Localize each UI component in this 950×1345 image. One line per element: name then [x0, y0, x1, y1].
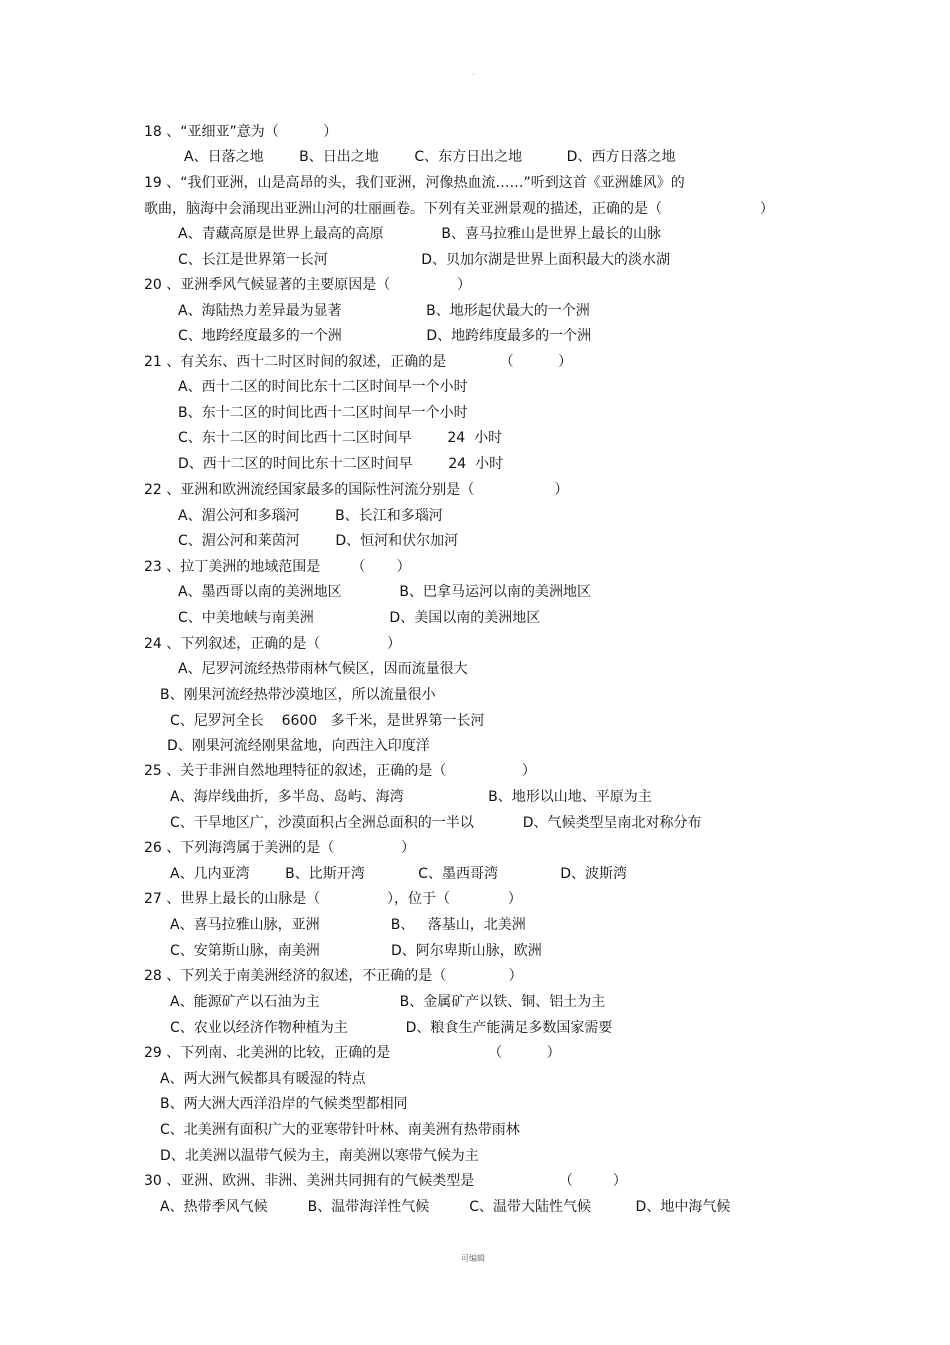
- text-line: A、喜马拉雅山脉，亚洲 B、 落基山，北美洲: [170, 917, 526, 933]
- text-line: 29 、下列南、北美洲的比较，正确的是 （ ）: [144, 1045, 561, 1061]
- text-line: A、日落之地 B、日出之地 C、东方日出之地 D、西方日落之地: [184, 149, 676, 165]
- text-line: 27 、世界上最长的山脉是（ ），位于（ ）: [144, 891, 522, 907]
- text-line: 19 、“我们亚洲，山是高昂的头，我们亚洲，河像热血流……”听到这首《亚洲雄风》的: [144, 175, 685, 191]
- text-line: 18 、“亚细亚”意为（ ）: [144, 124, 338, 140]
- text-line: C、长江是世界第一长河 D、贝加尔湖是世界上面积最大的淡水湖: [178, 252, 671, 268]
- text-line: A、海岸线曲折，多半岛、岛屿、海湾 B、地形以山地、平原为主: [170, 789, 652, 805]
- text-line: C、东十二区的时间比西十二区时间早 24 小时: [178, 430, 503, 446]
- text-line: 21 、有关东、西十二时区时间的叙述，正确的是 （ ）: [144, 354, 573, 370]
- text-line: 歌曲，脑海中会涌现出亚洲山河的壮丽画卷。下列有关亚洲景观的描述，正确的是（ ）: [144, 201, 774, 217]
- footer-label: 可编辑: [461, 1254, 485, 1263]
- text-line: A、湄公河和多瑙河 B、长江和多瑙河: [178, 508, 443, 524]
- text-line: A、热带季风气候 B、温带海洋性气候 C、温带大陆性气候 D、地中海气候: [160, 1199, 731, 1215]
- text-line: C、农业以经济作物种植为主 D、粮食生产能满足多数国家需要: [170, 1020, 613, 1036]
- text-line: D、北美洲以温带气候为主，南美洲以寒带气候为主: [160, 1148, 479, 1164]
- text-line: C、安第斯山脉，南美洲 D、阿尔卑斯山脉，欧洲: [170, 943, 542, 959]
- text-line: A、青藏高原是世界上最高的高原 B、喜马拉雅山是世界上最长的山脉: [178, 226, 662, 242]
- text-line: B、刚果河流经热带沙漠地区，所以流量很小: [160, 687, 436, 703]
- text-line: B、两大洲大西洋沿岸的气候类型都相同: [160, 1096, 408, 1112]
- text-line: C、尼罗河全长 6600 多千米，是世界第一长河: [170, 713, 485, 729]
- text-line: D、西十二区的时间比东十二区时间早 24 小时: [178, 456, 504, 472]
- text-line: 28 、下列关于南美洲经济的叙述，不正确的是（ ）: [144, 968, 523, 984]
- text-line: 30 、亚洲、欧洲、非洲、美洲共同拥有的气候类型是 （ ）: [144, 1173, 627, 1189]
- text-line: 23 、拉丁美洲的地域范围是 （ ）: [144, 559, 411, 575]
- text-line: 24 、下列叙述，正确的是（ ）: [144, 636, 402, 652]
- text-line: 26 、下列海湾属于美洲的是（ ）: [144, 840, 416, 856]
- text-line: A、尼罗河流经热带雨林气候区，因而流量很大: [178, 661, 468, 677]
- text-line: C、中美地峡与南美洲 D、美国以南的美洲地区: [178, 610, 541, 626]
- text-line: 22 、亚洲和欧洲流经国家最多的国际性河流分别是（ ）: [144, 482, 569, 498]
- text-line: D、刚果河流经刚果盆地，向西注入印度洋: [167, 738, 430, 754]
- text-line: 25 、关于非洲自然地理特征的叙述，正确的是（ ）: [144, 763, 536, 779]
- text-line: 20 、亚洲季风气候显著的主要原因是（ ）: [144, 277, 472, 293]
- text-line: A、几内亚湾 B、比斯开湾 C、墨西哥湾 D、波斯湾: [170, 866, 628, 882]
- text-line: A、海陆热力差异最为显著 B、地形起伏最大的一个洲: [178, 303, 590, 319]
- text-line: C、湄公河和莱茵河 D、恒河和伏尔加河: [178, 533, 459, 549]
- text-line: A、两大洲气候都具有暖湿的特点: [160, 1071, 366, 1087]
- text-line: C、北美洲有面积广大的亚寒带针叶林、南美洲有热带雨林: [160, 1122, 520, 1138]
- text-line: A、墨西哥以南的美洲地区 B、巴拿马运河以南的美洲地区: [178, 584, 592, 600]
- text-line: A、能源矿产以石油为主 B、金属矿产以铁、铜、铝土为主: [170, 994, 606, 1010]
- top-mark: ·: [472, 70, 475, 79]
- text-line: B、东十二区的时间比西十二区时间早一个小时: [178, 405, 468, 421]
- text-line: A、西十二区的时间比东十二区时间早一个小时: [178, 379, 468, 395]
- text-line: C、地跨经度最多的一个洲 D、地跨纬度最多的一个洲: [178, 328, 592, 344]
- text-line: C、干旱地区广，沙漠面积占全洲总面积的一半以 D、气候类型呈南北对称分布: [170, 815, 702, 831]
